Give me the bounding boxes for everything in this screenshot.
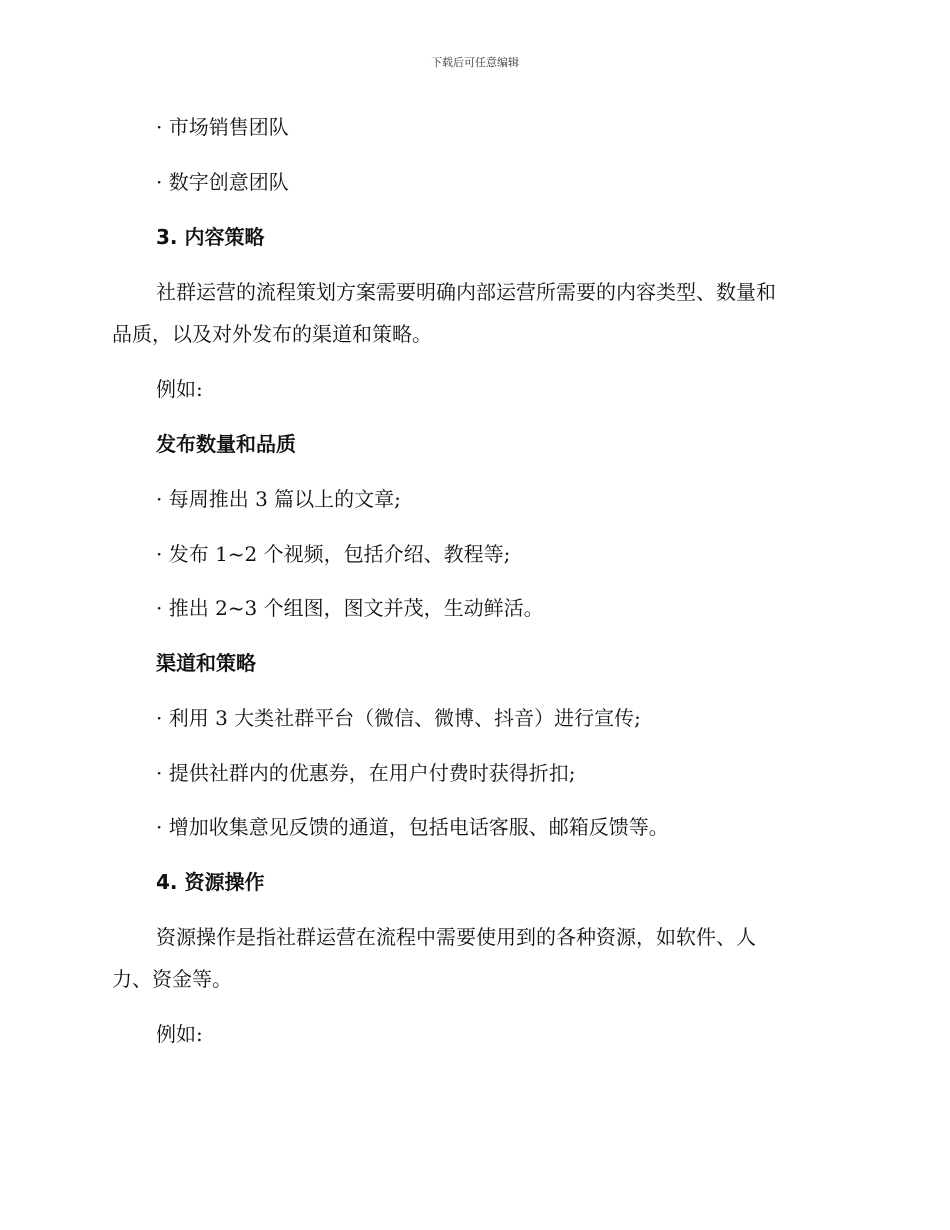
- bullet-coupons: · 提供社群内的优惠券，在用户付费时获得折扣;: [156, 761, 576, 785]
- bullet-market-sales-team: · 市场销售团队: [156, 115, 289, 139]
- page-header-note: 下载后可任意编辑: [431, 56, 519, 69]
- example-label: 例如:: [156, 1022, 203, 1046]
- example-label: 例如:: [156, 377, 203, 401]
- bullet-weekly-articles: · 每周推出 3 篇以上的文章;: [156, 487, 401, 511]
- paragraph-resource-line-1: 资源操作是指社群运营在流程中需要使用到的各种资源，如软件、人: [156, 925, 756, 949]
- bullet-videos: · 发布 1~2 个视频，包括介绍、教程等;: [156, 542, 511, 566]
- section-heading-content-strategy: 3. 内容策略: [156, 225, 265, 249]
- paragraph-content-strategy-line-1: 社群运营的流程策划方案需要明确内部运营所需要的内容类型、数量和: [156, 280, 776, 304]
- bullet-feedback-channels: · 增加收集意见反馈的通道，包括电话客服、邮箱反馈等。: [156, 815, 669, 839]
- section-heading-resource-operations: 4. 资源操作: [156, 870, 265, 894]
- bullet-social-platforms: · 利用 3 大类社群平台（微信、微博、抖音）进行宣传;: [156, 706, 641, 730]
- subheading-channels-strategy: 渠道和策略: [156, 651, 256, 675]
- bullet-digital-creative-team: · 数字创意团队: [156, 170, 289, 194]
- bullet-image-sets: · 推出 2~3 个组图，图文并茂，生动鲜活。: [156, 596, 544, 620]
- subheading-quantity-quality: 发布数量和品质: [156, 432, 296, 456]
- paragraph-content-strategy-line-2: 品质，以及对外发布的渠道和策略。: [112, 322, 432, 346]
- paragraph-resource-line-2: 力、资金等。: [112, 967, 232, 991]
